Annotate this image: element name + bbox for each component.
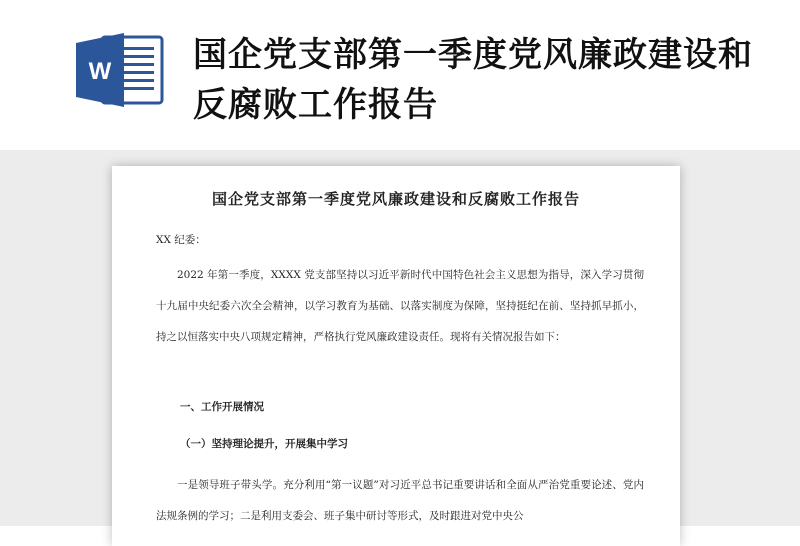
banner xyxy=(0,0,800,150)
section-heading: 一、工作开展情况 xyxy=(180,401,264,413)
paragraph-intro: 2022 年第一季度，XXXX 党支部坚持以习近平新时代中国特色社会主义思想为指导，深入学习贯彻十九届中央纪委六次全会精神，以学习教育为基础、以落实制度为保障，坚持挺纪在前、坚持抓早抓小，持之以恒落实中央八项规定精神，严格执行党风廉政建设责任。现将有关情况报告如下： xyxy=(156,269,644,343)
banner-title: 国企党支部第一季度党风廉政建设和反腐败工作报告 xyxy=(193,35,753,125)
svg-text:W: W xyxy=(88,58,112,85)
document-title: 国企党支部第一季度党风廉政建设和反腐败工作报告 xyxy=(211,190,580,208)
subsection-heading: （一）坚持理论提升，开展集中学习 xyxy=(180,438,348,450)
word-icon xyxy=(76,33,166,107)
paragraph-body: 一是领导班子带头学。充分利用“第一议题”对习近平总书记重要讲话和全面从严治党重要论述、党内法规条例的学习；二是利用支委会、班子集中研讨等形式，及时跟进对党中央公 xyxy=(156,479,644,522)
document-page xyxy=(112,166,680,546)
salutation: XX 纪委： xyxy=(156,234,206,246)
